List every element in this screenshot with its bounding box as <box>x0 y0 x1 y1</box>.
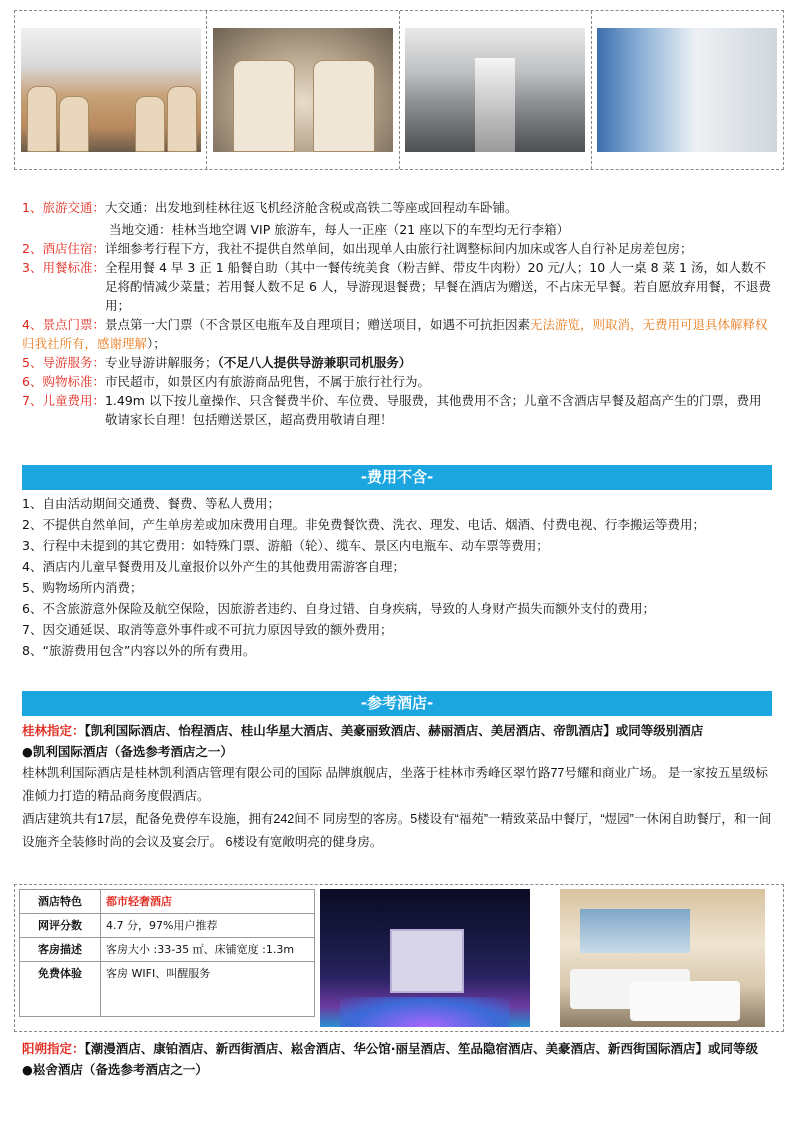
inclusion-label: 3、用餐标准： <box>22 260 105 275</box>
hotel-info-box <box>14 884 784 1032</box>
exclusion-item: 2、不提供自然单间，产生单房差或加床费用自理。非免费餐饮费、洗衣、理发、电话、烟酒、付费电视、行李搬运等费用； <box>22 517 705 532</box>
inclusion-label: 4、景点门票： <box>22 317 105 332</box>
hotel-room-photo <box>560 889 765 1027</box>
inclusion-item <box>22 372 772 391</box>
bus-interior-photo-2 <box>213 28 393 152</box>
inclusion-label: 1、旅游交通： <box>22 200 105 215</box>
table-key: 客房描述 <box>20 938 101 962</box>
inclusions-list <box>22 198 772 429</box>
inclusion-text: 详细参考行程下方，我社不提供自然单间，如出现单人由旅行社调整标间内加床或客人自行补足房差包房； <box>104 241 693 256</box>
table-value: 客房 WIFI、叫醒服务 <box>101 962 315 1017</box>
table-value: 客房大小 :33-35 ㎡、床铺宽度 :1.3m <box>101 938 315 962</box>
hotel-night-photo <box>320 889 530 1027</box>
kaili-desc-2: 酒店建筑共有17层，配备免费停车设施，拥有242间不 同房型的客房。5楼设有“福苑”一精致菜品中餐厅，“煜园”一休闲自助餐厅，和一间设施齐全装修时尚的会议及宴会厅。 6楼设有宽敞明亮的健身房。 <box>22 812 772 849</box>
exclusion-item: 3、行程中未提到的其它费用：如特殊门票、游船（轮）、缆车、景区内电瓶车、动车票等费用； <box>22 538 549 553</box>
bus-photo-strip <box>14 10 784 170</box>
inclusion-text: 1.49m 以下按儿童操作、只含餐费半价、车位费、导服费，其他费用不含；儿童不含酒店早餐及超高产生的门票，费用敬请家长自理！包括赠送景区，超高费用敬请自理！ <box>104 393 762 427</box>
table-key: 酒店特色 <box>20 890 101 914</box>
inclusion-label: 6、购物标准： <box>22 374 105 389</box>
inclusion-text: 市民超市，如景区内有旅游商品兜售，不属于旅行社行为。 <box>104 374 430 389</box>
guilin-hotels <box>22 720 772 854</box>
table-value: 都市轻奢酒店 <box>101 890 315 914</box>
inclusion-item <box>22 353 772 372</box>
yangshuo-hotels <box>22 1038 772 1080</box>
bus-interior-photo-1 <box>21 28 201 152</box>
table-row <box>20 890 315 914</box>
inclusion-text: ）； <box>147 336 166 351</box>
kaili-desc-1: 桂林凯利国际酒店是桂林凯利酒店管理有限公司的国际 品牌旗舰店，坐落于桂林市秀峰区翠竹路77号耀和商业广场。 是一家按五星级标准倾力打造的精品商务度假酒店。 <box>22 766 768 803</box>
inclusion-text: 当地交通：桂林当地空调 VIP 旅游车，每人一正座（21 座以下的车型均无行李箱） <box>109 222 570 237</box>
exclusion-item: 8、“旅游费用包含”内容以外的所有费用。 <box>22 643 256 658</box>
table-key: 免费体验 <box>20 962 101 1017</box>
photo-cell <box>400 11 592 169</box>
inclusion-text: 专业导游讲解服务； <box>104 355 218 370</box>
yangshuo-hotel-list <box>22 1038 772 1059</box>
table-row <box>20 962 315 1017</box>
hotels-banner: -参考酒店- <box>22 691 772 716</box>
inclusion-item <box>22 258 772 315</box>
guilin-list-text: 【凯利国际酒店、怡程酒店、桂山华星大酒店、美豪丽致酒店、赫丽酒店、美居酒店、帝凯酒店】或同等级别酒店 <box>84 723 704 738</box>
inclusion-item <box>22 239 772 258</box>
table-value: 4.7 分，97%用户推荐 <box>101 914 315 938</box>
yangshuo-list-text: 【潮漫酒店、康铂酒店、新西街酒店、崧舍酒店、华公馆·丽呈酒店、笙品隐宿酒店、美豪酒店、新西街国际酒店】或同等级 <box>84 1041 759 1056</box>
yangshuo-label: 阳朔指定： <box>22 1041 85 1056</box>
photo-cell <box>207 11 399 169</box>
bus-aisle-photo <box>405 28 585 152</box>
guilin-label: 桂林指定： <box>22 723 85 738</box>
inclusion-text: 景点第一大门票（不含景区电瓶车及自理项目；赠送项目，如遇不可抗拒因素 <box>104 317 530 332</box>
inclusion-item <box>22 198 772 217</box>
inclusion-item <box>22 315 772 353</box>
inclusion-label: 2、酒店住宿： <box>22 241 105 256</box>
guilin-hotel-list <box>22 720 772 741</box>
inclusion-label: 5、导游服务： <box>22 355 105 370</box>
inclusion-subline <box>22 220 772 239</box>
songshe-title: ●崧舍酒店（备选参考酒店之一） <box>22 1062 208 1077</box>
inclusion-note-orange: 无法游览，则取消，无费用可退具体解释权归我社所有，感谢理解 <box>22 317 768 351</box>
exclusion-item: 7、因交通延误、取消等意外事件或不可抗力原因导致的额外费用； <box>22 622 393 637</box>
hotel-info-table <box>19 889 315 1017</box>
exclusion-item: 5、购物场所内消费； <box>22 580 143 595</box>
kaili-title: ●凯利国际酒店（备选参考酒店之一） <box>22 744 233 759</box>
inclusion-item <box>22 391 772 429</box>
inclusion-text: 全程用餐 4 早 3 正 1 船餐自助（其中一餐传统美食（粉吉鲜、带皮牛肉粉）20 元/人；10 人一桌 8 菜 1 汤，如人数不足将酌情减少菜量；若用餐人数不足 6 人，导游现退餐费；早餐在酒店为赠送，不占床无早餐。若自愿放弃用餐，不退费用； <box>104 260 771 313</box>
exclusions-banner: -费用不含- <box>22 465 772 490</box>
exclusion-item: 4、酒店内儿童早餐费用及儿童报价以外产生的其他费用需游客自理； <box>22 559 405 574</box>
exclusion-item: 1、自由活动期间交通费、餐费、等私人费用； <box>22 496 280 511</box>
photo-cell <box>15 11 207 169</box>
table-row <box>20 938 315 962</box>
inclusion-text: 大交通：出发地到桂林往返飞机经济舱含税或高铁二等座或回程动车卧铺。 <box>104 200 518 215</box>
exclusions-list <box>22 493 772 661</box>
bus-window-photo <box>597 28 777 152</box>
exclusion-item: 6、不含旅游意外保险及航空保险，因旅游者违约、自身过错、自身疾病，导致的人身财产损失而额外支付的费用； <box>22 601 655 616</box>
photo-cell <box>592 11 783 169</box>
inclusion-note-bold: （不足八人提供导游兼职司机服务） <box>217 355 412 370</box>
inclusion-label: 7、儿童费用： <box>22 393 105 408</box>
table-row <box>20 914 315 938</box>
table-key: 网评分数 <box>20 914 101 938</box>
